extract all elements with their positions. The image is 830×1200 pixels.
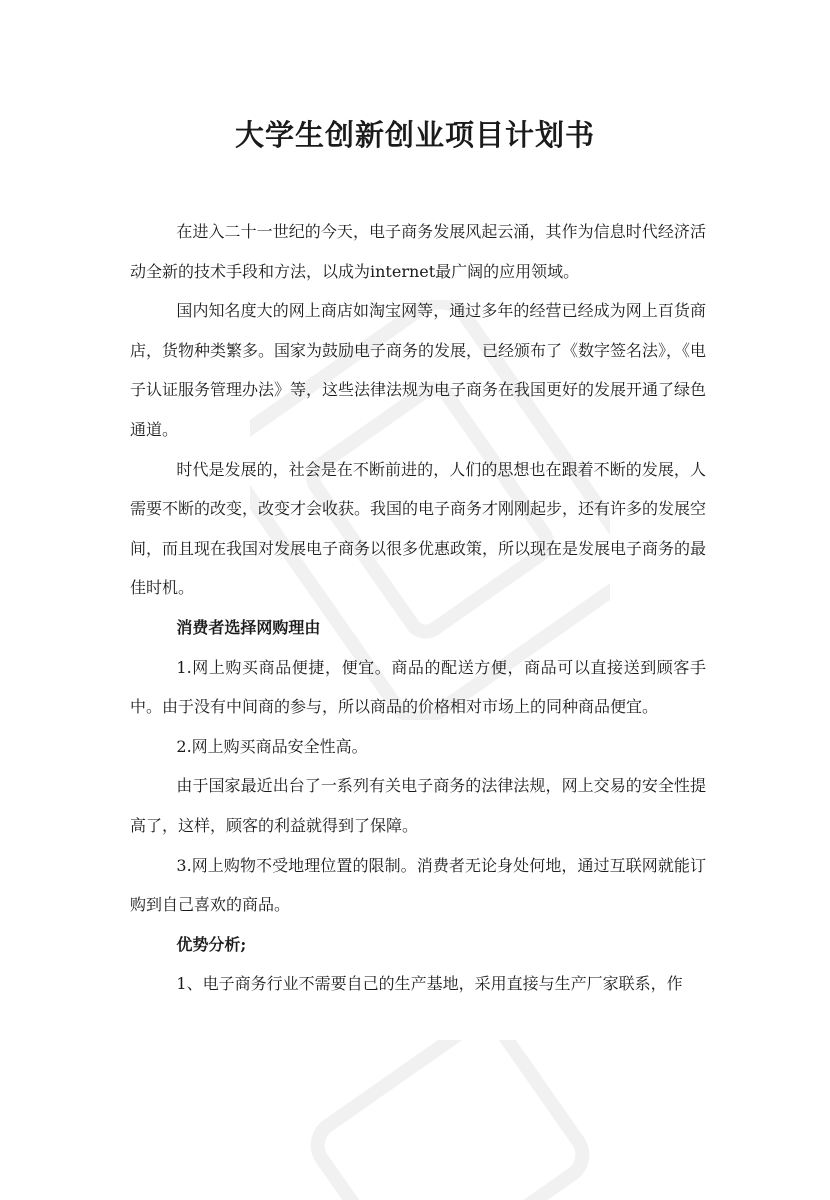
paragraph-reason-3: 3.网上购物不受地理位置的限制。消费者无论身处何地，通过互联网就能订购到自己喜欢的商品。	[130, 855, 706, 915]
paragraph-intro: 在进入二十一世纪的今天，电子商务发展风起云涌，其作为信息时代经济活动全新的技术手段和方法，以成为internet最广阔的应用领域。	[130, 222, 706, 281]
section-heading-consumer-reasons: 消费者选择网购理由	[176, 617, 321, 637]
document-body	[130, 212, 706, 1004]
section-heading-advantages: 优势分析;	[176, 934, 247, 954]
paragraph-reason-2-detail: 由于国家最近出台了一系列有关电子商务的法律法规，网上交易的安全性提高了，这样，顾客的利益就得到了保障。	[130, 776, 706, 835]
watermark	[300, 1040, 600, 1200]
paragraph-domestic-stores: 国内知名度大的网上商店如淘宝网等，通过多年的经营已经成为网上百货商店，货物种类繁多。国家为鼓励电子商务的发展，已经颁布了《数字签名法》，《电子认证服务管理办法》等，这些法律法规为电子商务在我国更好的发展开通了绿色通道。	[130, 301, 707, 439]
paragraph-development: 时代是发展的，社会是在不断前进的，人们的思想也在跟着不断的发展，人需要不断的改变，改变才会收获。我国的电子商务才刚刚起步，还有许多的发展空间，而且现在我国对发展电子商务以很多优惠政策，所以现在是发展电子商务的最佳时机。	[130, 459, 707, 598]
paragraph-reason-1: 1.网上购买商品便捷，便宜。商品的配送方便，商品可以直接送到顾客手中。由于没有中间商的参与，所以商品的价格相对市场上的同种商品便宜。	[130, 657, 706, 717]
paragraph-advantage-1: 1、电子商务行业不需要自己的生产基地，采用直接与生产厂家联系，作	[176, 974, 683, 994]
page-title: 大学生创新创业项目计划书	[234, 118, 595, 152]
paragraph-reason-2: 2.网上购买商品安全性高。	[176, 736, 368, 756]
